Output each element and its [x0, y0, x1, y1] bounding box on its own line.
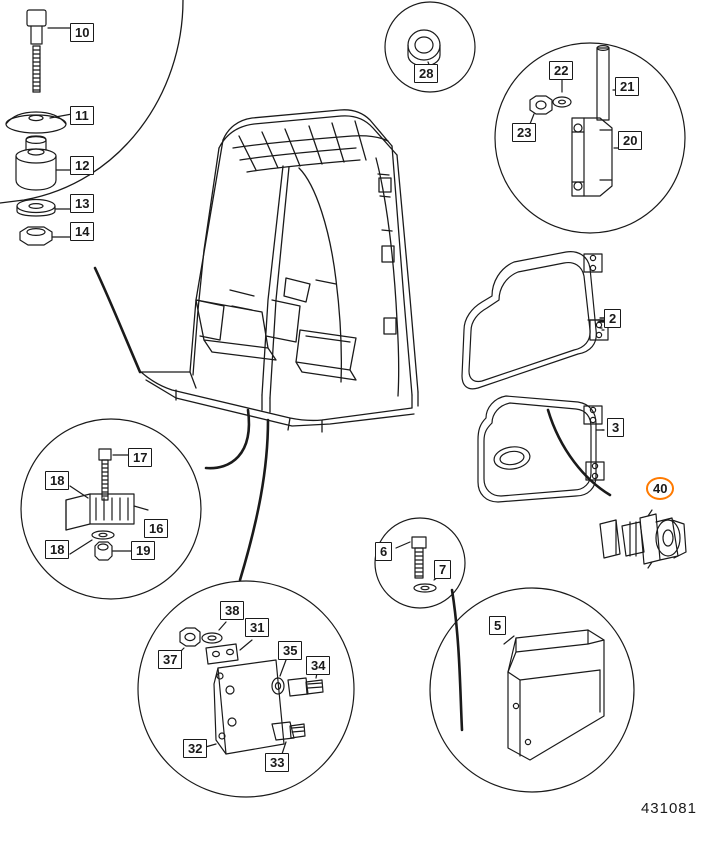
part-40-latch-assembly — [600, 510, 686, 568]
detail-circle-hinge-plate — [138, 581, 354, 797]
callout-19[interactable]: 19 — [131, 541, 155, 560]
callout-40[interactable]: 40 — [646, 477, 674, 500]
callout-28[interactable]: 28 — [414, 64, 438, 83]
part-14-nut — [20, 227, 72, 245]
callout-23[interactable]: 23 — [512, 123, 536, 142]
callout-2[interactable]: 2 — [604, 309, 621, 328]
detail-circle-door-catch — [21, 419, 201, 599]
callout-13[interactable]: 13 — [70, 194, 94, 213]
callout-33[interactable]: 33 — [265, 753, 289, 772]
callout-20[interactable]: 20 — [618, 131, 642, 150]
part-12-mount — [16, 136, 72, 190]
callout-38[interactable]: 38 — [220, 601, 244, 620]
callout-12[interactable]: 12 — [70, 156, 94, 175]
part-13-washer — [17, 200, 72, 217]
callout-18b[interactable]: 18 — [45, 540, 69, 559]
callout-32[interactable]: 32 — [183, 739, 207, 758]
part-10-bolt — [27, 10, 72, 92]
callout-18a[interactable]: 18 — [45, 471, 69, 490]
callout-16[interactable]: 16 — [144, 519, 168, 538]
callout-5[interactable]: 5 — [489, 616, 506, 635]
callout-34[interactable]: 34 — [306, 656, 330, 675]
callout-7[interactable]: 7 — [434, 560, 451, 579]
callout-37[interactable]: 37 — [158, 650, 182, 669]
callout-21[interactable]: 21 — [615, 77, 639, 96]
part-3-lower-door-glass — [478, 396, 604, 502]
callout-14[interactable]: 14 — [70, 222, 94, 241]
callout-11[interactable]: 11 — [70, 106, 94, 125]
cab-frame-assembly — [141, 110, 418, 432]
callout-10[interactable]: 10 — [70, 23, 94, 42]
callout-17[interactable]: 17 — [128, 448, 152, 467]
drawing-number: 431081 — [640, 800, 697, 817]
callout-31[interactable]: 31 — [245, 618, 269, 637]
part-11-washer — [6, 112, 72, 133]
callout-22[interactable]: 22 — [549, 61, 573, 80]
part-2-upper-door-glass — [462, 252, 608, 389]
callout-6[interactable]: 6 — [375, 542, 392, 561]
callout-35[interactable]: 35 — [278, 641, 302, 660]
callout-3[interactable]: 3 — [607, 418, 624, 437]
